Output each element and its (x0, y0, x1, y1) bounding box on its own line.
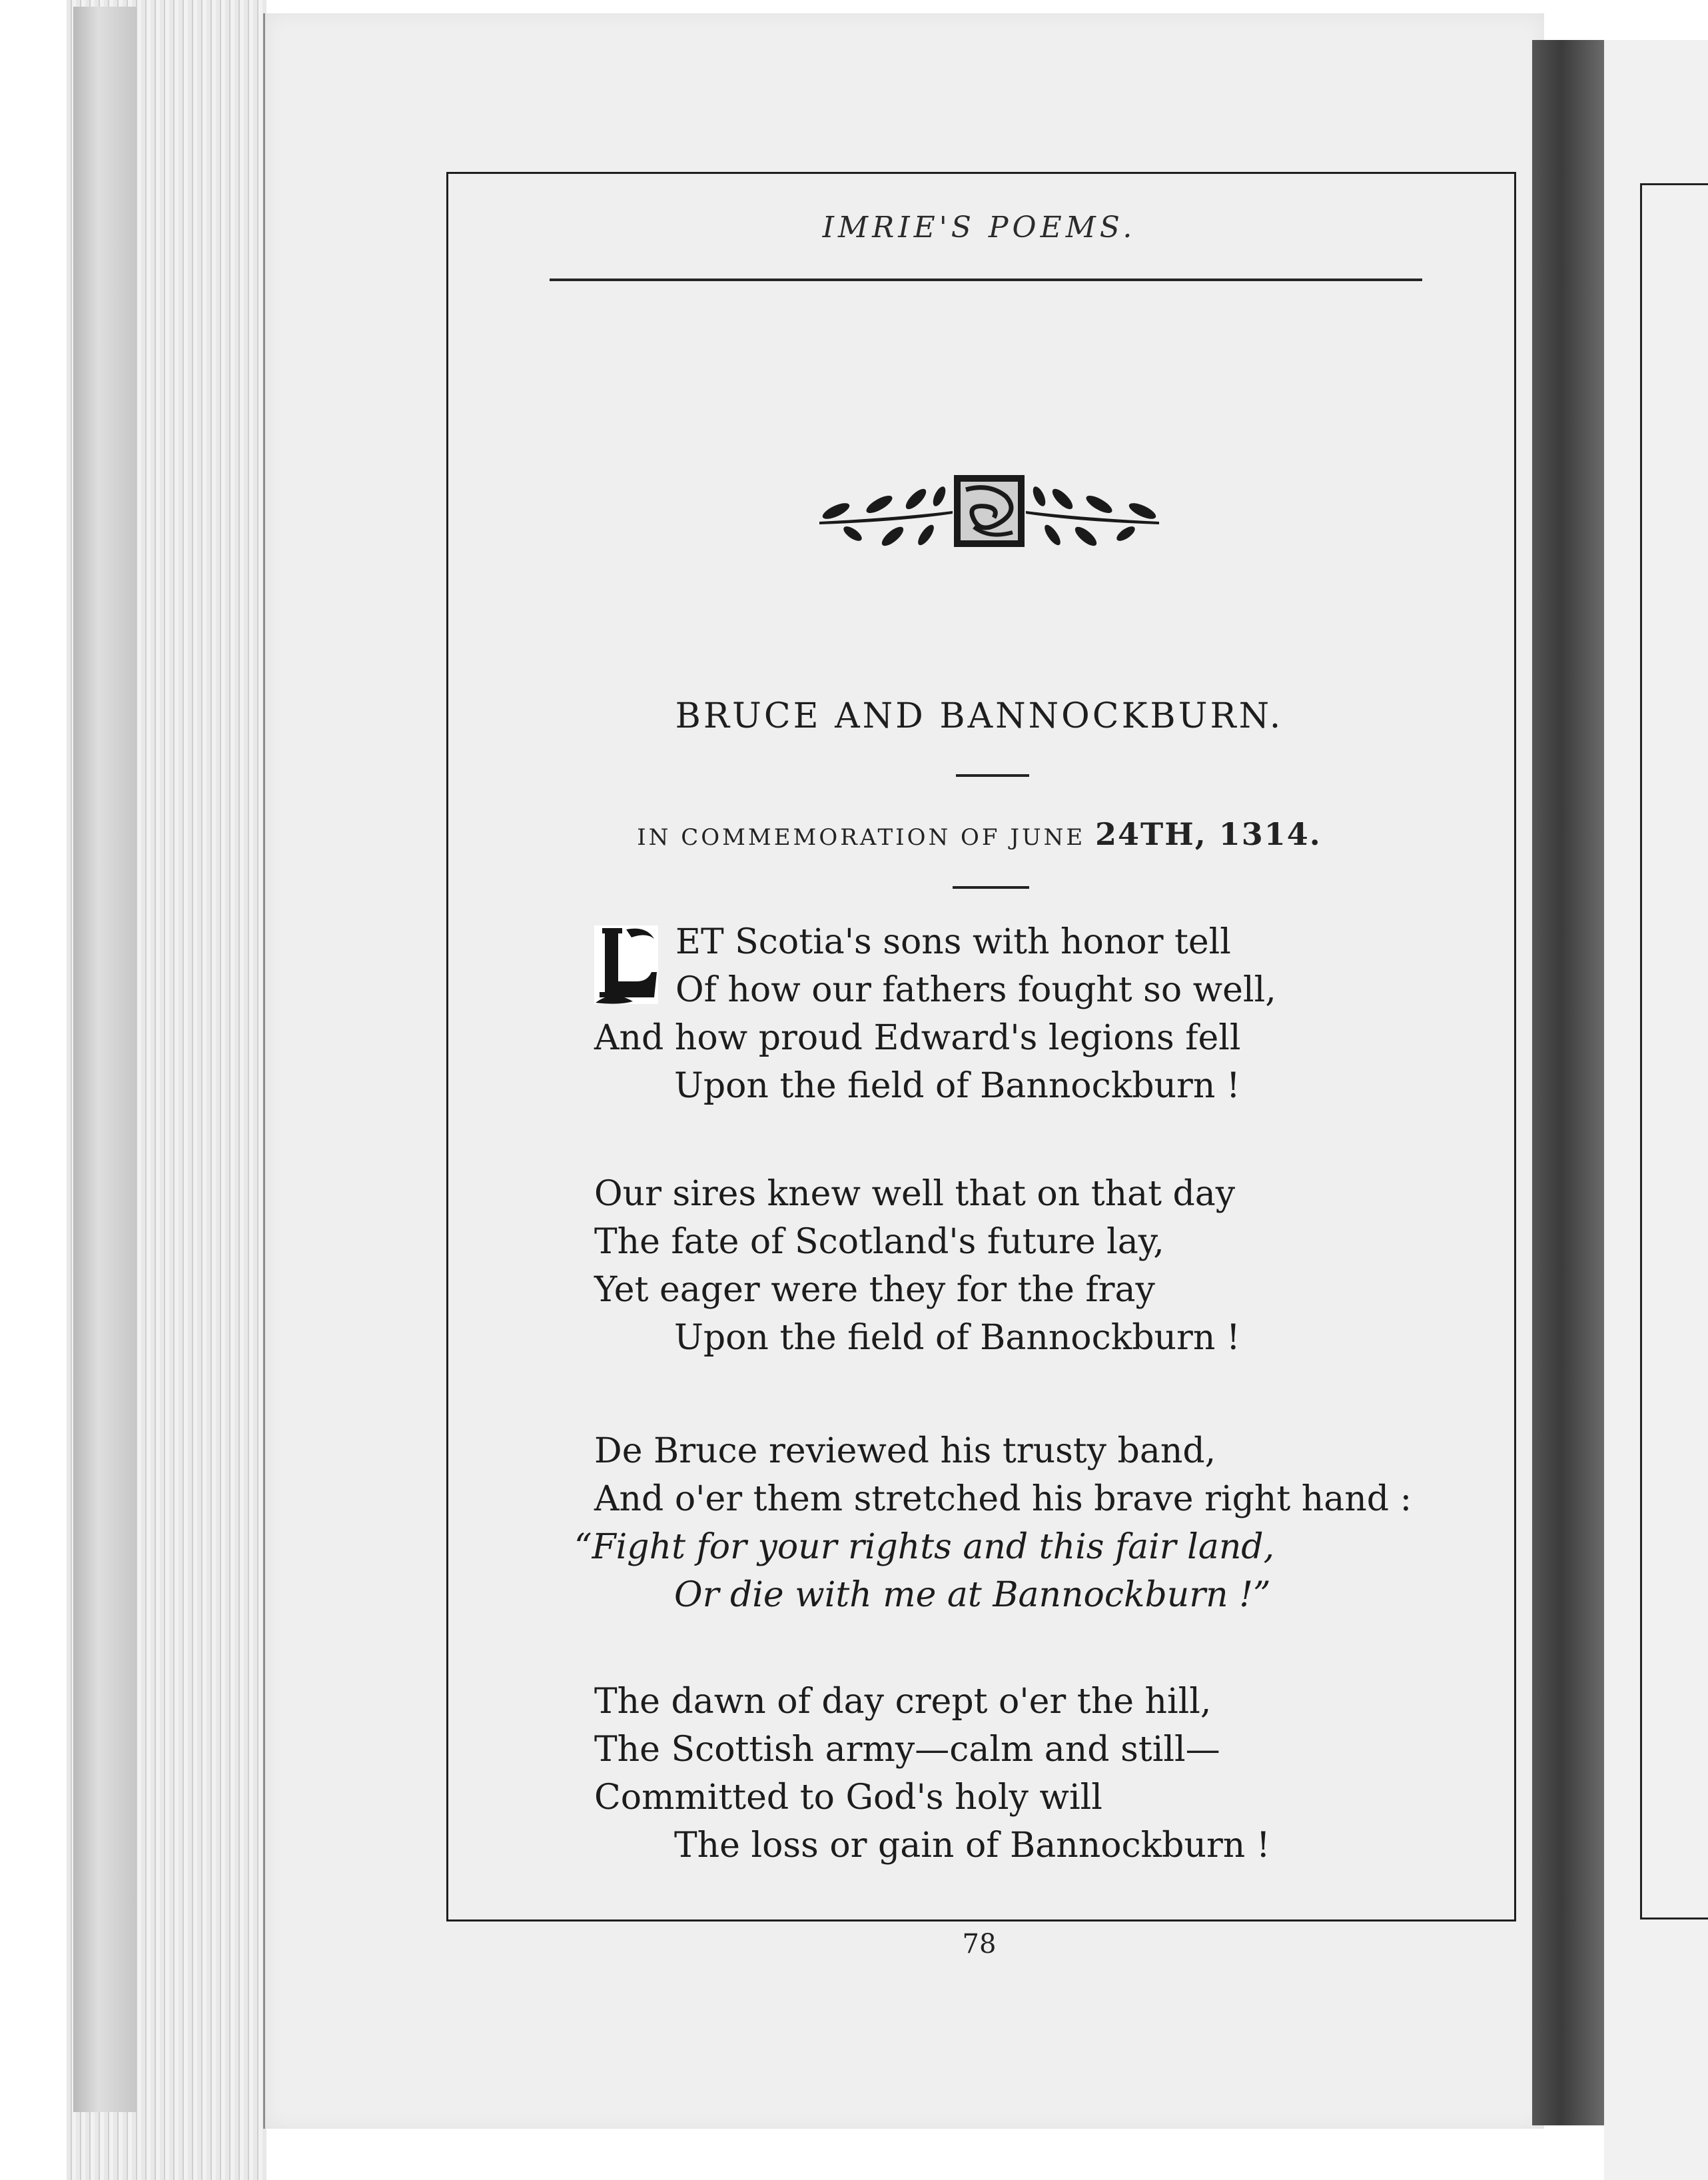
poem-line: Committed to God's holy will (594, 1778, 1102, 1818)
poem-line: Upon the field of Bannockburn ! (674, 1066, 1240, 1106)
book-spine-shadow (73, 7, 137, 2112)
poem-line: Our sires knew well that on that day (594, 1174, 1236, 1214)
page-number: 78 (962, 1929, 997, 1959)
stanza-1 (594, 918, 1460, 1110)
poem-line: The fate of Scotland's future lay, (594, 1222, 1164, 1262)
svg-text:L: L (622, 957, 631, 973)
poem-line: Yet eager were they for the fray (594, 1270, 1155, 1310)
poem-subtitle (446, 816, 1512, 852)
poem-line: The loss or gain of Bannockburn ! (674, 1826, 1270, 1866)
running-head: IMRIE'S POEMS. (822, 211, 1136, 245)
next-page-frame (1640, 183, 1708, 1919)
book-gutter (1532, 40, 1604, 2125)
poem-line: The Scottish army—calm and still— (594, 1730, 1220, 1770)
poem-line: “Fight for your rights and this fair land, (574, 1527, 1275, 1567)
stanza-3 (574, 1427, 1460, 1619)
poem-line: And how proud Edward's legions fell (594, 1018, 1241, 1058)
leaf-ornament-icon (806, 470, 1172, 553)
subtitle-rule (953, 886, 1029, 889)
poem-line: De Bruce reviewed his trusty band, (594, 1431, 1216, 1471)
title-rule (956, 774, 1029, 777)
stanza-4 (594, 1678, 1460, 1870)
poem-line: Upon the field of Bannockburn ! (674, 1318, 1240, 1358)
subtitle-date: 24TH, 1314. (1095, 816, 1322, 852)
poem-line: Of how our fathers fought so well, (675, 970, 1276, 1010)
stanza-2 (594, 1170, 1460, 1362)
poem-title: BRUCE AND BANNOCKBURN. (675, 696, 1284, 736)
poem-line: ET Scotia's sons with honor tell (675, 922, 1231, 962)
poem-line: The dawn of day crept o'er the hill, (594, 1682, 1212, 1722)
subtitle-prefix: IN COMMEMORATION OF JUNE (637, 824, 1086, 851)
poem-line: And o'er them stretched his brave right hand : (594, 1479, 1412, 1519)
running-head-rule (550, 278, 1422, 281)
poem-line: Or die with me at Bannockburn !” (674, 1575, 1271, 1615)
